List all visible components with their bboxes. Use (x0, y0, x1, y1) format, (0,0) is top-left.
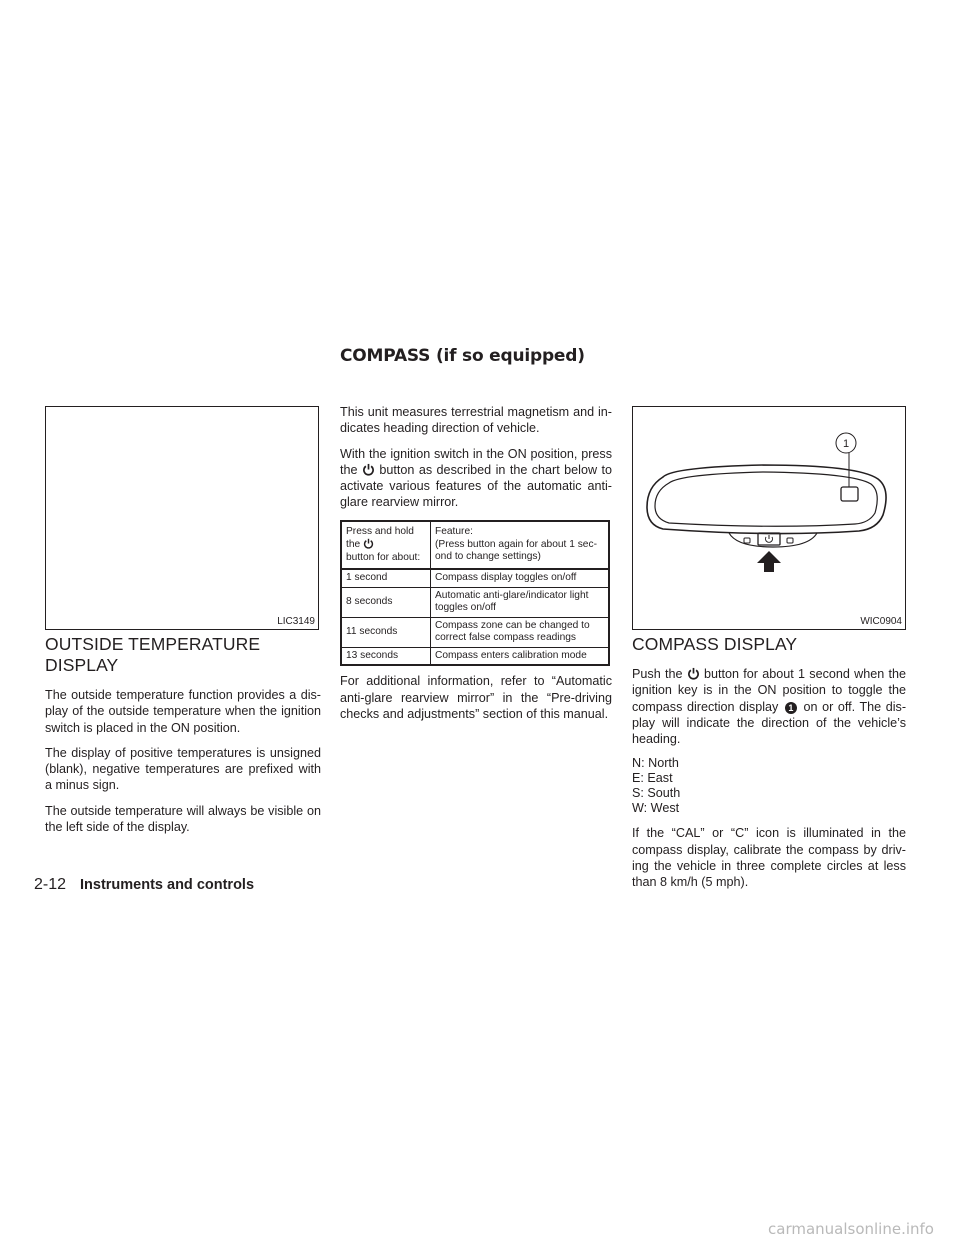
watermark: carmanualsonline.info (768, 1220, 934, 1238)
direction-item: S: South (632, 786, 681, 801)
table-row (341, 647, 609, 665)
figure-code: WIC0904 (860, 616, 902, 627)
direction-list (632, 756, 906, 816)
table-row (341, 617, 609, 647)
outside-temperature-section (45, 634, 321, 844)
push-text-after: button for about 1 second when the ignition key is in the ON position to toggle the compass direction display (632, 667, 907, 714)
table-cell-duration: 13 seconds (341, 647, 431, 665)
direction-item: W: West (632, 801, 680, 816)
compass-display-section (632, 634, 906, 900)
callout-number: 1 (842, 438, 850, 450)
table-row (341, 587, 609, 617)
compass-intro-column (340, 404, 612, 731)
section-title: COMPASS (if so equipped) (340, 346, 585, 366)
press-text-before: With the ignition switch in the ON position, press the (340, 446, 612, 477)
table-cell-feature: Compass zone can be changed to correct false compass readings (431, 617, 610, 647)
table-header-row (341, 521, 609, 570)
push-paragraph (632, 666, 906, 747)
table-cell-feature: Automatic anti-glare/indicator light toggles on/off (431, 587, 610, 617)
additional-info-paragraph: For additional information, refer to “Automatic anti-glare rearview mirror” in the “Pre-driving checks and adjustments” section of this manual. (340, 674, 612, 721)
intro-paragraph: This unit measures terrestrial magnetism and in-dicates heading direction of vehicle. (340, 405, 612, 436)
table-row (341, 569, 609, 587)
table-cell-duration: 11 seconds (341, 617, 431, 647)
press-text-after: button as described in the chart below to activate various features of the automatic anti-glare rearview mirror. (340, 462, 613, 510)
table-cell-duration: 8 seconds (341, 587, 431, 617)
compass-display-heading: COMPASS DISPLAY (632, 634, 798, 654)
push-text-before: Push the (632, 667, 683, 681)
rearview-mirror-illustration (633, 407, 905, 629)
calibration-paragraph: If the “CAL” or “C” icon is illuminated in the compass display, calibrate the compass by driv-ing the vehicle in three complete circles at less than 8 km/h (5 mph). (632, 826, 906, 890)
page-number: 2-12 (34, 876, 67, 893)
table-header-feature: Feature: (Press button again for about 1 sec-ond to change settings) (431, 521, 610, 570)
feature-table (340, 520, 610, 667)
power-icon (363, 538, 374, 549)
mirror-figure (632, 406, 906, 630)
direction-item: N: North (632, 756, 679, 771)
paragraph: The outside temperature will always be visible on the left side of the display. (45, 803, 321, 835)
paragraph: The display of positive temperatures is unsigned (blank), negative temperatures are prefixed with a minus sign. (45, 745, 321, 793)
table-cell-feature: Compass enters calibration mode (431, 647, 610, 665)
outside-temperature-figure (45, 406, 319, 630)
table-header-duration: Press and hold the button for about: (341, 521, 431, 570)
outside-temperature-heading: OUTSIDE TEMPERATURE DISPLAY (45, 634, 261, 675)
power-icon (687, 667, 700, 680)
callout-badge: 1 (785, 702, 797, 714)
figure-code: LIC3149 (277, 616, 315, 627)
push-text-end: on or off. The dis-play will indicate the direction of the vehicle’s heading. (632, 699, 907, 747)
paragraph: The outside temperature function provides a dis-play of the outside temperature when the ignition switch is placed in the ON position. (45, 688, 321, 735)
direction-item: E: East (632, 771, 673, 786)
press-paragraph (340, 446, 612, 511)
chapter-title: Instruments and controls (80, 877, 255, 893)
power-icon (362, 463, 375, 476)
table-cell-duration: 1 second (341, 569, 431, 587)
table-cell-feature: Compass display toggles on/off (431, 569, 610, 587)
